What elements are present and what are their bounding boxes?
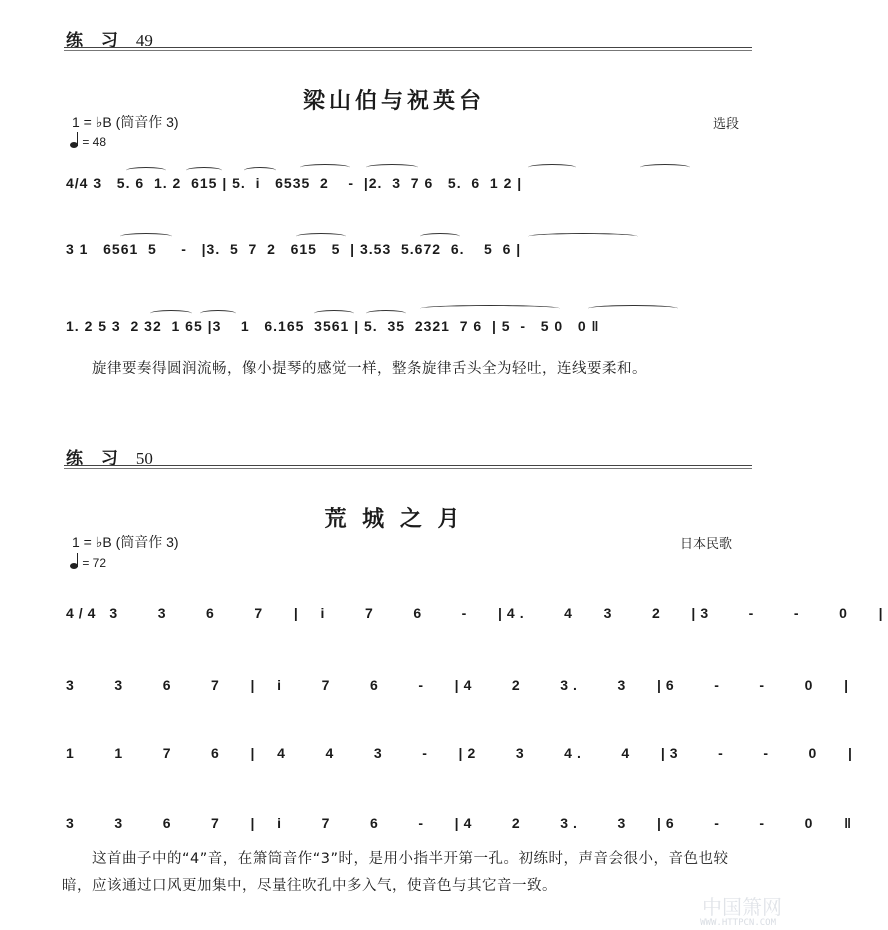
- exercise-number: 50: [135, 449, 153, 468]
- quarter-note-stem: [77, 553, 78, 567]
- slur-mark: [120, 233, 172, 240]
- slur-mark: [420, 233, 460, 240]
- quarter-note-stem: [77, 132, 78, 146]
- exercise-label: 练 习: [66, 31, 124, 51]
- header-rule-thin: [64, 50, 752, 51]
- slur-mark: [366, 164, 418, 171]
- source-label: 日本民歌: [680, 537, 733, 552]
- slur-mark: [314, 310, 354, 317]
- score-line: 1 1 7 6 | 4 4 3 - |2 3 4. 4 |3 - - 0 |: [66, 745, 857, 761]
- score-line: 3 1 6561 5 - |3. 5 7 2 615 5 | 3.53 5.672 6. 5 6 |: [66, 241, 522, 257]
- header-rule-thin: [64, 468, 752, 469]
- key-signature: 1 = ♭B (筒音作 3): [72, 114, 179, 130]
- exercise-label: 练 习: [66, 449, 124, 469]
- source-label: 选段: [713, 117, 740, 132]
- score-line: 3 3 6 7 | i 7 6 - |4 2 3. 3 |6 - - 0 |: [66, 677, 854, 693]
- slur-mark: [366, 310, 406, 317]
- slur-mark: [296, 233, 346, 240]
- slur-mark: [528, 233, 638, 240]
- tempo-marking: [70, 135, 106, 150]
- performance-note: 这首曲子中的“4”音，在箫筒音作“3”时，是用小指半开第一孔。初练时，声音会很小，音色也较暗，应该通过口风更加集中，尽量往吹孔中多入气，使音色与其它音一致。: [62, 851, 729, 894]
- tempo-marking: [70, 556, 106, 571]
- slur-mark: [126, 167, 166, 174]
- tempo-value: = 48: [82, 135, 107, 149]
- slur-mark: [588, 305, 678, 312]
- song-title: 荒 城 之 月: [324, 506, 464, 532]
- slur-mark: [244, 167, 276, 174]
- performance-note: 旋律要奏得圆润流畅，像小提琴的感觉一样，整条旋律舌头全为轻吐，连线要柔和。: [92, 361, 647, 377]
- score-line: 4/4 3 5. 6 1. 2 615 | 5. i 6535 2 - |2. 3 7 6 5. 6 1 2 |: [66, 175, 523, 191]
- slur-mark: [186, 167, 222, 174]
- slur-mark: [640, 164, 690, 171]
- header-rule: [64, 47, 752, 48]
- slur-mark: [528, 164, 576, 171]
- tempo-value: = 72: [82, 556, 107, 570]
- exercise-number: 49: [135, 31, 153, 50]
- song-title: 梁山伯与祝英台: [302, 88, 485, 114]
- header-rule: [64, 465, 752, 466]
- key-signature: 1 = ♭B (筒音作 3): [72, 534, 179, 550]
- slur-mark: [200, 310, 236, 317]
- slur-mark: [150, 310, 192, 317]
- score-line: 1. 2 5 3 2 32 1 65 |3 1 6.165 3561 | 5. 35 2321 7 6 | 5 - 5 0 0 ‖: [66, 318, 600, 334]
- slur-mark: [420, 305, 560, 312]
- watermark-logo: 中国箫网: [702, 895, 782, 919]
- slur-mark: [300, 164, 350, 171]
- score-line: 3 3 6 7 | i 7 6 - |4 2 3. 3 |6 - - 0 ‖: [66, 815, 857, 831]
- watermark-url: WWW.HTTPCN.COM: [700, 918, 776, 928]
- score-line: 4/4 3 3 6 7 | i 7 6 - |4. 4 3 2 |3 - - 0 |: [66, 605, 888, 621]
